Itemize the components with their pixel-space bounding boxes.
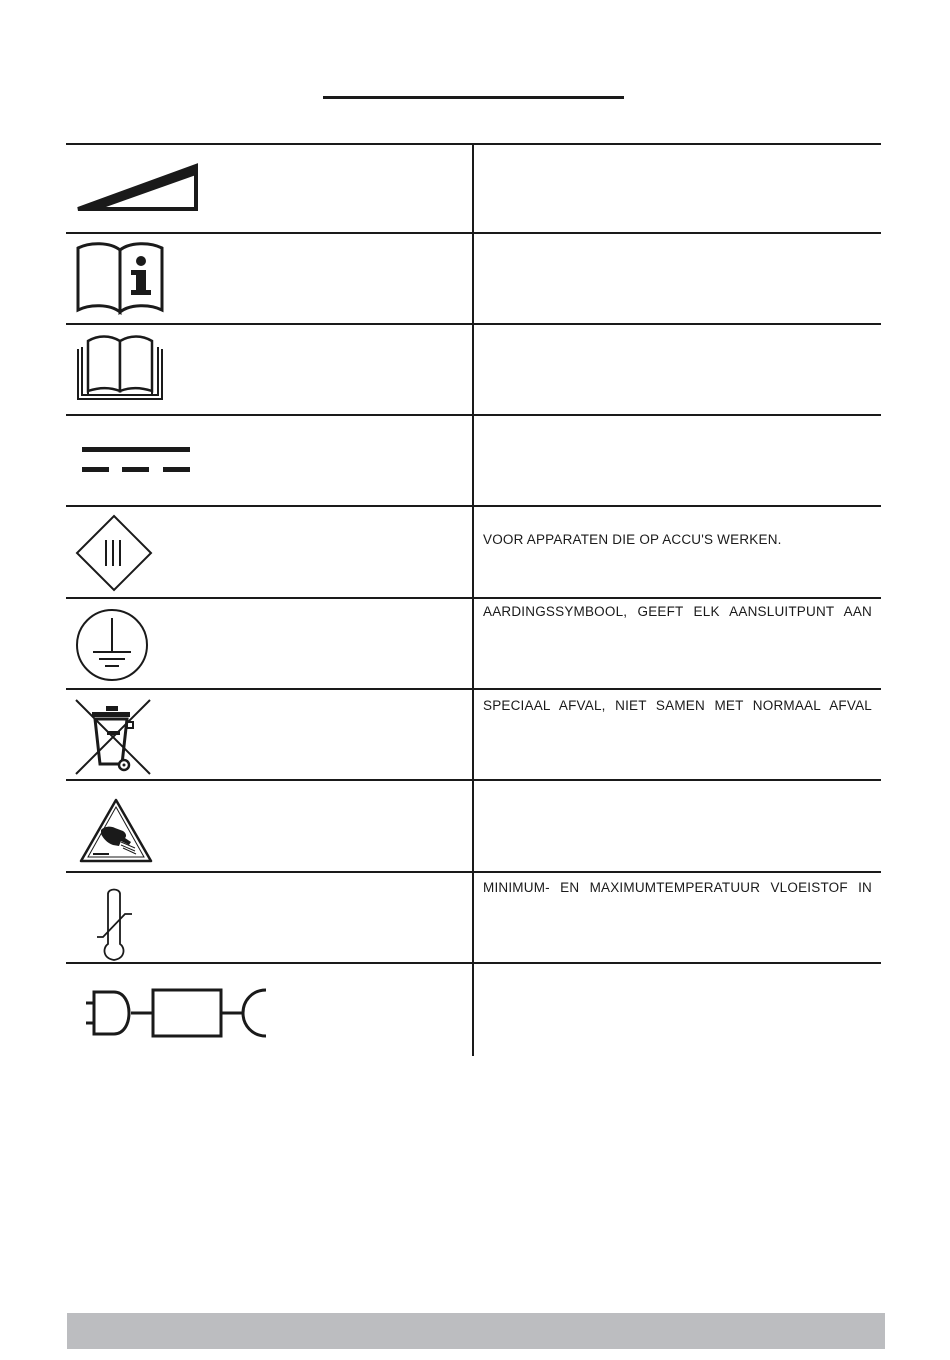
symbol-cell xyxy=(66,965,472,1054)
plug-adapter-icon xyxy=(86,987,268,1039)
symbol-cell xyxy=(66,416,472,505)
symbol-description: AARDINGSSYMBOOL, GEEFT ELK AANSLUITPUNT AAN xyxy=(483,604,872,619)
class-iii-battery-icon xyxy=(75,514,153,592)
temperature-limit-icon xyxy=(94,888,134,962)
table-row xyxy=(66,599,881,690)
footer-bar xyxy=(67,1313,885,1349)
symbol-description: SPECIAAL AFVAL, NIET SAMEN MET NORMAAL AFVAL xyxy=(483,698,872,713)
read-manual-icon xyxy=(76,331,164,403)
symbol-description: VOOR APPARATEN DIE OP ACCU'S WERKEN. xyxy=(483,532,782,547)
manual-info-icon xyxy=(74,240,166,316)
symbol-cell xyxy=(66,599,472,688)
table-row xyxy=(66,508,881,599)
table-row xyxy=(66,690,881,781)
table-row xyxy=(66,416,881,507)
protective-earth-icon xyxy=(75,608,149,682)
title-underline xyxy=(323,96,624,99)
table-row xyxy=(66,325,881,416)
symbol-description: MINIMUM- EN MAXIMUMTEMPERATUUR VLOEISTOF IN xyxy=(483,880,872,895)
symbol-cell xyxy=(66,873,472,962)
table-row xyxy=(66,143,881,234)
symbol-cell xyxy=(66,690,472,779)
table-row xyxy=(66,873,881,964)
direct-current-icon xyxy=(82,444,192,478)
symbol-cell xyxy=(66,234,472,323)
weee-crossed-bin-icon xyxy=(74,698,152,776)
volume-ramp-icon xyxy=(76,163,200,213)
symbol-cell xyxy=(66,143,472,232)
hand-crush-warning-icon xyxy=(79,798,153,864)
symbol-cell xyxy=(66,782,472,871)
symbol-cell xyxy=(66,508,472,597)
table-row xyxy=(66,965,881,1056)
symbol-cell xyxy=(66,325,472,414)
table-row xyxy=(66,234,881,325)
table-row xyxy=(66,782,881,873)
